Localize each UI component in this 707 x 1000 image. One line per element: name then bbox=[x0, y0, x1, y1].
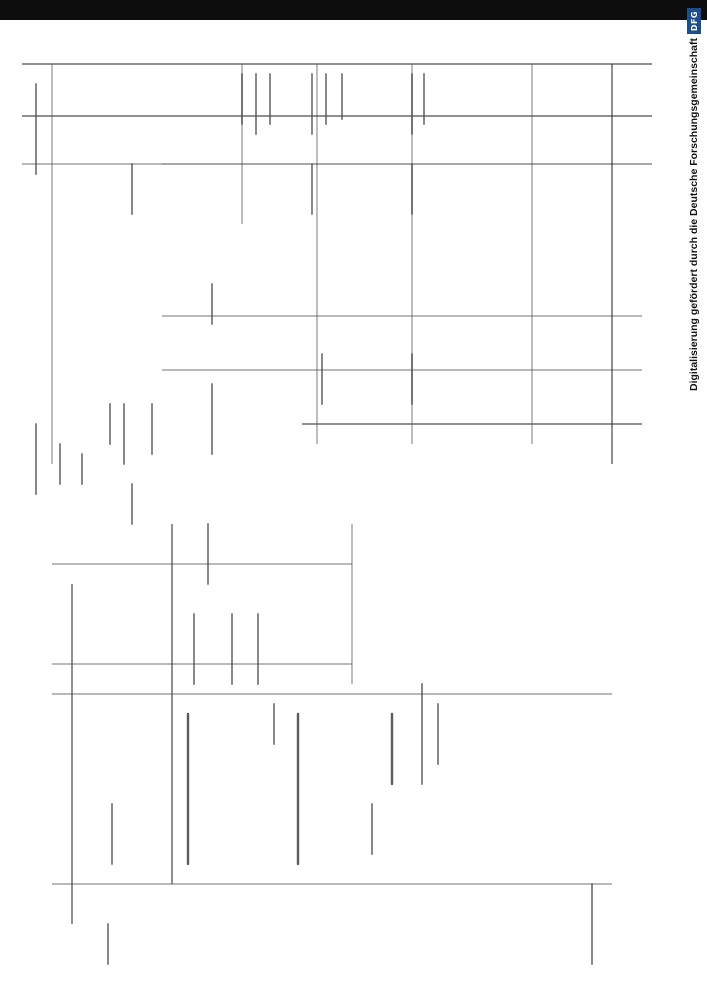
dfg-logo-text: DFG bbox=[689, 10, 699, 32]
dfg-logo bbox=[687, 8, 701, 34]
digitization-notice: Digitalisierung gefördert durch die Deutsche Forschungsgemeinschaft bbox=[688, 38, 700, 391]
scanned-page bbox=[12, 24, 680, 984]
scan-top-edge bbox=[0, 0, 707, 20]
dfg-banner bbox=[684, 8, 704, 992]
scanned-table-drawing bbox=[12, 24, 680, 984]
